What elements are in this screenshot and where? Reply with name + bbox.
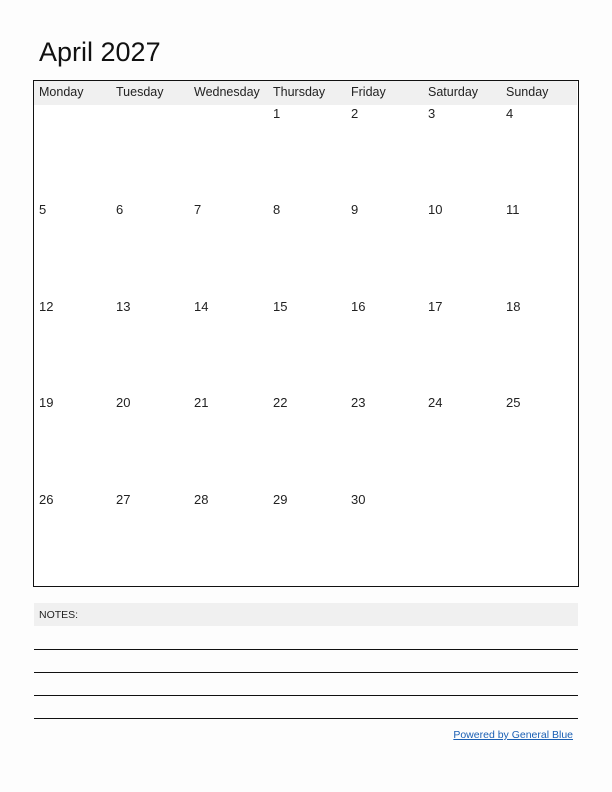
date-cell: 13 bbox=[116, 299, 131, 314]
date-cell: 10 bbox=[428, 202, 443, 217]
date-cell: 2 bbox=[351, 106, 359, 121]
notes-line bbox=[34, 695, 578, 696]
notes-line bbox=[34, 672, 578, 673]
date-cell: 23 bbox=[351, 395, 366, 410]
weekday-saturday: Saturday bbox=[428, 85, 479, 99]
date-cell: 12 bbox=[39, 299, 54, 314]
date-cell: 8 bbox=[273, 202, 281, 217]
date-cell: 1 bbox=[273, 106, 281, 121]
date-cell: 9 bbox=[351, 202, 359, 217]
powered-by-link[interactable]: Powered by General Blue bbox=[453, 729, 573, 741]
notes-line bbox=[34, 718, 578, 719]
weekday-friday: Friday bbox=[351, 85, 386, 99]
date-cell: 17 bbox=[428, 299, 443, 314]
weekday-monday: Monday bbox=[39, 85, 84, 99]
date-cell: 14 bbox=[194, 299, 209, 314]
date-cell: 4 bbox=[506, 106, 514, 121]
date-cell: 20 bbox=[116, 395, 131, 410]
date-cell: 24 bbox=[428, 395, 443, 410]
date-cell: 26 bbox=[39, 492, 54, 507]
date-cell: 3 bbox=[428, 106, 436, 121]
weekday-sunday: Sunday bbox=[506, 85, 549, 99]
weekday-header-row bbox=[34, 81, 577, 105]
date-cell: 11 bbox=[506, 202, 520, 217]
date-cell: 18 bbox=[506, 299, 521, 314]
date-cell: 5 bbox=[39, 202, 47, 217]
date-cell: 16 bbox=[351, 299, 366, 314]
weekday-wednesday: Wednesday bbox=[194, 85, 260, 99]
date-cell: 22 bbox=[273, 395, 288, 410]
weekday-tuesday: Tuesday bbox=[116, 85, 164, 99]
notes-label: NOTES: bbox=[39, 609, 79, 621]
date-cell: 6 bbox=[116, 202, 124, 217]
date-cell: 25 bbox=[506, 395, 521, 410]
notes-header bbox=[34, 603, 578, 626]
date-cell: 19 bbox=[39, 395, 54, 410]
date-cell: 30 bbox=[351, 492, 366, 507]
date-cell: 27 bbox=[116, 492, 131, 507]
date-cell: 7 bbox=[194, 202, 202, 217]
date-cell: 29 bbox=[273, 492, 288, 507]
date-cell: 15 bbox=[273, 299, 288, 314]
notes-line bbox=[34, 649, 578, 650]
date-cell: 21 bbox=[194, 395, 209, 410]
page-title: April 2027 bbox=[39, 37, 161, 67]
date-cell: 28 bbox=[194, 492, 209, 507]
weekday-thursday: Thursday bbox=[273, 85, 326, 99]
calendar-grid bbox=[33, 80, 579, 587]
